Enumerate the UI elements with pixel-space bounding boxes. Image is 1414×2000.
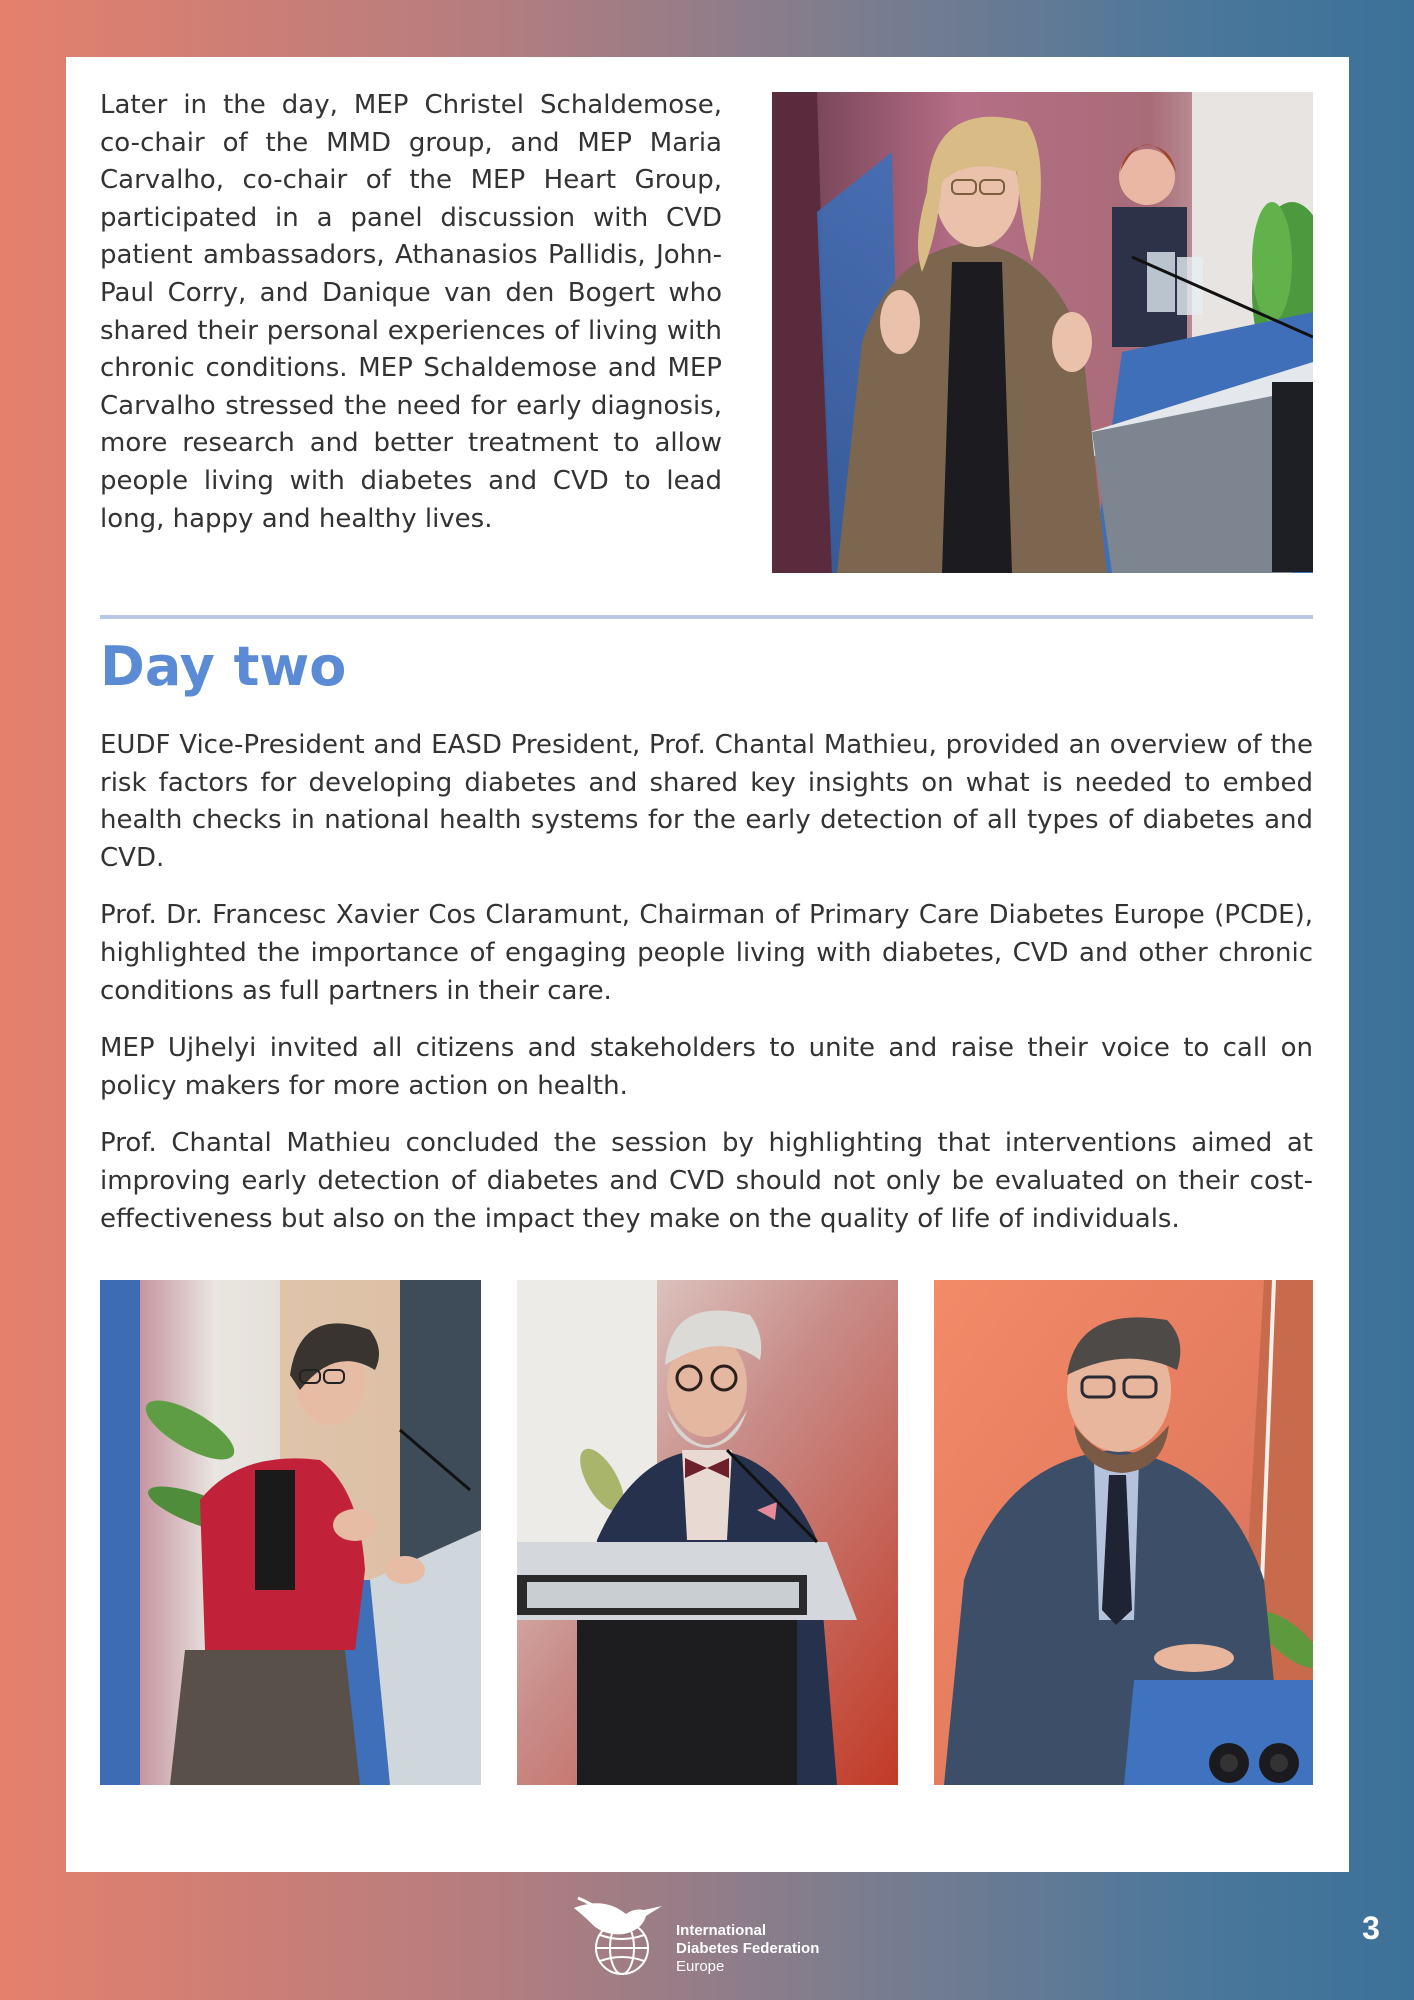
logo-line-international: International xyxy=(676,1922,767,1939)
logo-line-europe: Europe xyxy=(676,1958,725,1975)
photo-panel-speaker xyxy=(772,92,1313,573)
day-two-paragraph: Prof. Chantal Mathieu concluded the session by highlighting that interventions aimed at improving early detection of diabetes and CVD should not only be evaluated on their cost-effectiveness but also on the impact they make on the quality of life of individuals. xyxy=(100,1128,1313,1234)
day-two-paragraph: MEP Ujhelyi invited all citizens and stakeholders to unite and raise their voice to call on policy makers for more action on health. xyxy=(100,1033,1313,1101)
day-two-paragraph: Prof. Dr. Francesc Xavier Cos Claramunt, Chairman of Primary Care Diabetes Europe (PCDE), highlighted the importance of engaging people living with diabetes, CVD and other chronic conditions as full partners in their care. xyxy=(100,900,1313,1006)
section-divider xyxy=(100,615,1313,619)
photo-speaker-suit xyxy=(934,1280,1313,1785)
photo-speaker-red-jacket xyxy=(100,1280,481,1785)
idf-europe-logo xyxy=(570,1890,850,1980)
hummingbird-globe-icon xyxy=(570,1890,670,1980)
day-two-body xyxy=(100,727,1313,1258)
section-title-day-two: Day two xyxy=(100,635,347,698)
day-two-paragraph: EUDF Vice-President and EASD President, Prof. Chantal Mathieu, provided an overview of the risk factors for developing diabetes and shared key insights on what is needed to embed health checks in national health systems for the early detection of all types of diabetes and CVD. xyxy=(100,730,1313,873)
photo-speaker-bow-tie xyxy=(517,1280,898,1785)
logo-wordmark xyxy=(676,1922,819,1976)
content-page xyxy=(66,57,1349,1872)
page-number: 3 xyxy=(1362,1910,1380,1946)
logo-line-federation: Diabetes Federation xyxy=(676,1940,820,1957)
intro-paragraph: Later in the day, MEP Christel Schaldemose, co-chair of the MMD group, and MEP Maria Carvalho, co-chair of the MEP Heart Group, participated in a panel discussion with CVD patient ambassadors, Athanasios Pallidis, John-Paul Corry, and Danique van den Bogert who shared their personal experiences of living with chronic conditions. MEP Schaldemose and MEP Carvalho stressed the need for early diagnosis, more research and better treatment to allow people living with diabetes and CVD to lead long, happy and healthy lives. xyxy=(100,90,722,534)
